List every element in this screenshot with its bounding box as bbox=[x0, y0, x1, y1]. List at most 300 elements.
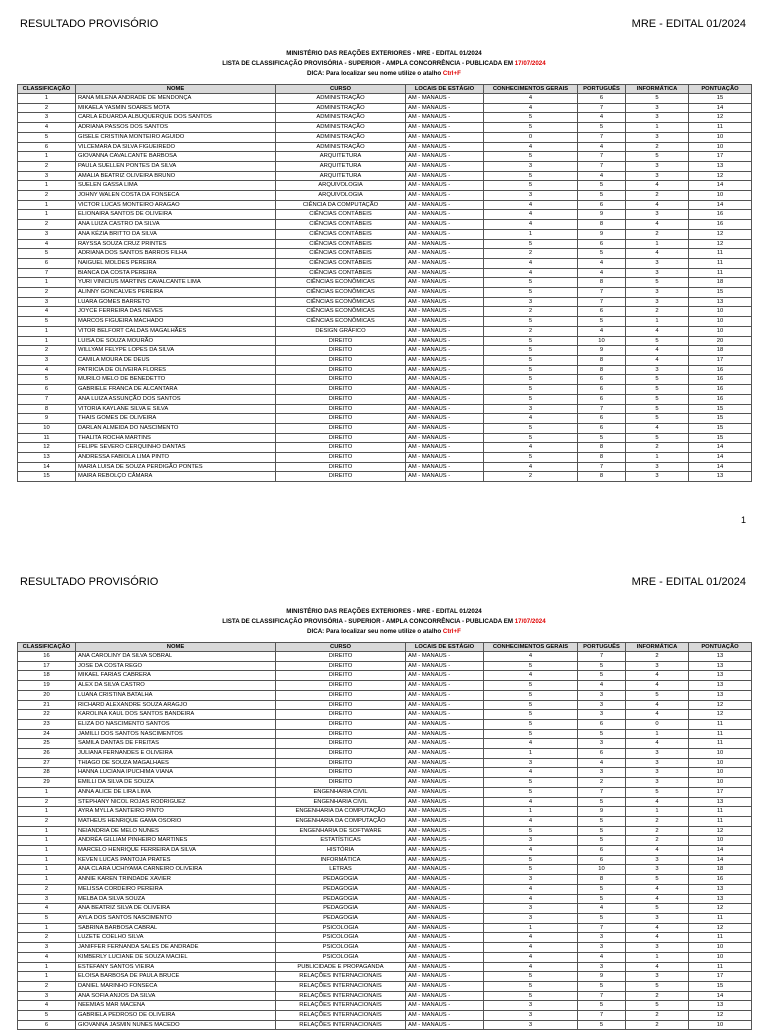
cell-course: DIREITO bbox=[276, 433, 406, 443]
cell-classification: 3 bbox=[18, 943, 76, 953]
column-header-portuguese: PORTUGUÊS bbox=[578, 85, 626, 94]
cell-portuguese: 3 bbox=[578, 943, 626, 953]
cell-score: 12 bbox=[689, 239, 752, 249]
cell-portuguese: 6 bbox=[578, 719, 626, 729]
cell-portuguese: 5 bbox=[578, 1020, 626, 1030]
cell-name: GABRIELE FRANCA DE ALCANTARA bbox=[76, 385, 276, 395]
table-row bbox=[18, 962, 752, 972]
cell-score: 13 bbox=[689, 161, 752, 171]
cell-name: GISELE CRISTINA MONTEIRO AGUIDO bbox=[76, 132, 276, 142]
cell-name: ANNIE KAREN TRINDADE XAVIER bbox=[76, 875, 276, 885]
cell-name: PATRICIA DE OLIVEIRA FLORES bbox=[76, 365, 276, 375]
cell-internship-location: AM - MANAUS - bbox=[406, 1020, 484, 1030]
table-row bbox=[18, 943, 752, 953]
cell-name: DANIEL MARINHO FONSECA bbox=[76, 981, 276, 991]
table-row bbox=[18, 142, 752, 152]
cell-informatics: 2 bbox=[626, 1011, 689, 1021]
table-row bbox=[18, 836, 752, 846]
cell-informatics: 3 bbox=[626, 210, 689, 220]
cell-classification: 7 bbox=[18, 268, 76, 278]
cell-name: AYLA DOS SANTOS NASCIMENTO bbox=[76, 913, 276, 923]
cell-course: ENGENHARIA DE SOFTWARE bbox=[276, 826, 406, 836]
cell-score: 10 bbox=[689, 307, 752, 317]
cell-name: MARCELO HENRIQUE FERREIRA DA SILVA bbox=[76, 846, 276, 856]
cell-classification: 1 bbox=[18, 152, 76, 162]
cell-classification: 1 bbox=[18, 326, 76, 336]
cell-internship-location: AM - MANAUS - bbox=[406, 681, 484, 691]
cell-name: KEVEN LUCAS PANTOJA PRATES bbox=[76, 855, 276, 865]
cell-internship-location: AM - MANAUS - bbox=[406, 894, 484, 904]
cell-general-knowledge: 5 bbox=[484, 355, 578, 365]
cell-internship-location: AM - MANAUS - bbox=[406, 404, 484, 414]
table-row bbox=[18, 749, 752, 759]
cell-score: 16 bbox=[689, 210, 752, 220]
cell-score: 10 bbox=[689, 778, 752, 788]
cell-course: DIREITO bbox=[276, 700, 406, 710]
cell-general-knowledge: 2 bbox=[484, 326, 578, 336]
cell-portuguese: 3 bbox=[578, 768, 626, 778]
table-row bbox=[18, 375, 752, 385]
cell-score: 16 bbox=[689, 220, 752, 230]
cell-informatics: 3 bbox=[626, 749, 689, 759]
cell-informatics: 5 bbox=[626, 690, 689, 700]
cell-name: THALITA ROCHA MARTINS bbox=[76, 433, 276, 443]
cell-general-knowledge: 1 bbox=[484, 807, 578, 817]
cell-general-knowledge: 4 bbox=[484, 962, 578, 972]
cell-internship-location: AM - MANAUS - bbox=[406, 94, 484, 104]
cell-course: CIÊNCIAS CONTÁBEIS bbox=[276, 258, 406, 268]
cell-internship-location: AM - MANAUS - bbox=[406, 336, 484, 346]
cell-name: ANA CAROLINY DA SILVA SOBRAL bbox=[76, 652, 276, 662]
cell-score: 12 bbox=[689, 229, 752, 239]
cell-internship-location: AM - MANAUS - bbox=[406, 952, 484, 962]
cell-name: ALEX DA SILVA CASTRO bbox=[76, 681, 276, 691]
cell-course: PEDAGOGIA bbox=[276, 875, 406, 885]
cell-course: ENGENHARIA CIVIL bbox=[276, 787, 406, 797]
cell-course: ADMINISTRAÇÃO bbox=[276, 142, 406, 152]
cell-classification: 5 bbox=[18, 317, 76, 327]
table-row bbox=[18, 661, 752, 671]
cell-general-knowledge: 5 bbox=[484, 346, 578, 356]
cell-course: CIÊNCIAS ECONÔMICAS bbox=[276, 288, 406, 298]
cell-general-knowledge: 4 bbox=[484, 103, 578, 113]
cell-score: 11 bbox=[689, 962, 752, 972]
cell-score: 14 bbox=[689, 991, 752, 1001]
cell-course: DIREITO bbox=[276, 394, 406, 404]
cell-portuguese: 3 bbox=[578, 690, 626, 700]
cell-course: DIREITO bbox=[276, 661, 406, 671]
cell-portuguese: 5 bbox=[578, 181, 626, 191]
cell-course: ENGENHARIA DA COMPUTAÇÃO bbox=[276, 807, 406, 817]
cell-internship-location: AM - MANAUS - bbox=[406, 855, 484, 865]
table-row bbox=[18, 103, 752, 113]
cell-score: 14 bbox=[689, 855, 752, 865]
table-row bbox=[18, 171, 752, 181]
cell-classification: 1 bbox=[18, 972, 76, 982]
cell-classification: 3 bbox=[18, 355, 76, 365]
cell-score: 11 bbox=[689, 729, 752, 739]
cell-score: 12 bbox=[689, 1011, 752, 1021]
cell-score: 11 bbox=[689, 123, 752, 133]
cell-classification: 22 bbox=[18, 710, 76, 720]
cell-course: DIREITO bbox=[276, 404, 406, 414]
cell-score: 13 bbox=[689, 297, 752, 307]
cell-internship-location: AM - MANAUS - bbox=[406, 865, 484, 875]
cell-general-knowledge: 3 bbox=[484, 904, 578, 914]
table-row bbox=[18, 652, 752, 662]
cell-informatics: 5 bbox=[626, 336, 689, 346]
cell-general-knowledge: 4 bbox=[484, 952, 578, 962]
cell-classification: 1 bbox=[18, 336, 76, 346]
cell-name: MIKAELA YASMIN SOARES MOTA bbox=[76, 103, 276, 113]
table-row bbox=[18, 1001, 752, 1011]
cell-portuguese: 4 bbox=[578, 326, 626, 336]
cell-informatics: 1 bbox=[626, 239, 689, 249]
table-row bbox=[18, 1020, 752, 1030]
cell-general-knowledge: 4 bbox=[484, 443, 578, 453]
cell-course: DIREITO bbox=[276, 652, 406, 662]
title-ministry: MINISTÉRIO DAS REAÇÕES EXTERIORES - MRE - EDITAL 01/2024 bbox=[286, 50, 482, 57]
cell-internship-location: AM - MANAUS - bbox=[406, 307, 484, 317]
cell-score: 17 bbox=[689, 152, 752, 162]
cell-course: PEDAGOGIA bbox=[276, 894, 406, 904]
cell-course: ENGENHARIA CIVIL bbox=[276, 797, 406, 807]
cell-course: CIÊNCIAS ECONÔMICAS bbox=[276, 317, 406, 327]
cell-classification: 2 bbox=[18, 816, 76, 826]
cell-course: ARQUITETURA bbox=[276, 161, 406, 171]
table-row bbox=[18, 326, 752, 336]
cell-name: SABRINA BARBOSA CABRAL bbox=[76, 923, 276, 933]
cell-informatics: 2 bbox=[626, 1020, 689, 1030]
cell-portuguese: 7 bbox=[578, 404, 626, 414]
cell-course: DIREITO bbox=[276, 443, 406, 453]
cell-course: ADMINISTRAÇÃO bbox=[276, 94, 406, 104]
cell-classification: 1 bbox=[18, 210, 76, 220]
table-row bbox=[18, 778, 752, 788]
cell-general-knowledge: 3 bbox=[484, 875, 578, 885]
cell-course: DIREITO bbox=[276, 690, 406, 700]
cell-informatics: 4 bbox=[626, 681, 689, 691]
table-row bbox=[18, 981, 752, 991]
cell-portuguese: 4 bbox=[578, 952, 626, 962]
cell-internship-location: AM - MANAUS - bbox=[406, 453, 484, 463]
classification-table bbox=[17, 84, 752, 482]
table-row bbox=[18, 200, 752, 210]
cell-internship-location: AM - MANAUS - bbox=[406, 913, 484, 923]
cell-general-knowledge: 3 bbox=[484, 404, 578, 414]
cell-informatics: 4 bbox=[626, 671, 689, 681]
cell-course: ARQUIVOLOGIA bbox=[276, 181, 406, 191]
cell-informatics: 4 bbox=[626, 933, 689, 943]
cell-internship-location: AM - MANAUS - bbox=[406, 365, 484, 375]
cell-portuguese: 8 bbox=[578, 443, 626, 453]
publication-date: 17/07/2024 bbox=[514, 60, 546, 67]
cell-portuguese: 10 bbox=[578, 865, 626, 875]
cell-name: MAIRA REBOLÇO CÂMARA bbox=[76, 472, 276, 482]
table-row bbox=[18, 365, 752, 375]
table-row bbox=[18, 710, 752, 720]
cell-classification: 1 bbox=[18, 875, 76, 885]
cell-informatics: 3 bbox=[626, 365, 689, 375]
table-row bbox=[18, 462, 752, 472]
cell-internship-location: AM - MANAUS - bbox=[406, 171, 484, 181]
cell-general-knowledge: 5 bbox=[484, 181, 578, 191]
cell-general-knowledge: 5 bbox=[484, 385, 578, 395]
cell-portuguese: 8 bbox=[578, 875, 626, 885]
cell-portuguese: 6 bbox=[578, 307, 626, 317]
cell-name: JOSE DA COSTA REGO bbox=[76, 661, 276, 671]
cell-classification: 16 bbox=[18, 652, 76, 662]
cell-score: 16 bbox=[689, 375, 752, 385]
cell-portuguese: 5 bbox=[578, 836, 626, 846]
title-tip: DICA: Para localizar seu nome utilize o atalho Ctrl+F bbox=[307, 628, 461, 635]
cell-portuguese: 6 bbox=[578, 394, 626, 404]
cell-classification: 8 bbox=[18, 404, 76, 414]
table-body bbox=[18, 652, 752, 1030]
cell-classification: 21 bbox=[18, 700, 76, 710]
cell-score: 11 bbox=[689, 249, 752, 259]
cell-informatics: 3 bbox=[626, 462, 689, 472]
cell-portuguese: 6 bbox=[578, 423, 626, 433]
cell-internship-location: AM - MANAUS - bbox=[406, 923, 484, 933]
cell-portuguese: 7 bbox=[578, 152, 626, 162]
cell-informatics: 4 bbox=[626, 423, 689, 433]
cell-portuguese: 4 bbox=[578, 758, 626, 768]
cell-name: GIOVANNA CAVALCANTE BARBOSA bbox=[76, 152, 276, 162]
cell-general-knowledge: 5 bbox=[484, 681, 578, 691]
cell-name: STEPHANY NICOL ROJAS RODRIGUEZ bbox=[76, 797, 276, 807]
table-row bbox=[18, 355, 752, 365]
cell-score: 14 bbox=[689, 200, 752, 210]
cell-internship-location: AM - MANAUS - bbox=[406, 210, 484, 220]
cell-classification: 6 bbox=[18, 258, 76, 268]
cell-internship-location: AM - MANAUS - bbox=[406, 700, 484, 710]
cell-score: 17 bbox=[689, 787, 752, 797]
table-row bbox=[18, 385, 752, 395]
cell-classification: 4 bbox=[18, 365, 76, 375]
cell-classification: 19 bbox=[18, 681, 76, 691]
table-row bbox=[18, 239, 752, 249]
cell-internship-location: AM - MANAUS - bbox=[406, 875, 484, 885]
cell-internship-location: AM - MANAUS - bbox=[406, 113, 484, 123]
cell-internship-location: AM - MANAUS - bbox=[406, 181, 484, 191]
cell-portuguese: 5 bbox=[578, 317, 626, 327]
cell-internship-location: AM - MANAUS - bbox=[406, 472, 484, 482]
cell-portuguese: 6 bbox=[578, 375, 626, 385]
cell-score: 13 bbox=[689, 652, 752, 662]
table-row bbox=[18, 210, 752, 220]
table-row bbox=[18, 288, 752, 298]
cell-general-knowledge: 4 bbox=[484, 884, 578, 894]
cell-name: SAMILA DANTAS DE FREITAS bbox=[76, 739, 276, 749]
cell-informatics: 5 bbox=[626, 433, 689, 443]
cell-classification: 3 bbox=[18, 894, 76, 904]
cell-name: ANA LUIZA ASSUNÇÃO DOS SANTOS bbox=[76, 394, 276, 404]
cell-portuguese: 9 bbox=[578, 229, 626, 239]
cell-informatics: 5 bbox=[626, 787, 689, 797]
cell-internship-location: AM - MANAUS - bbox=[406, 1011, 484, 1021]
cell-name: FELIPE SEVERO CERQUINHO DANTAS bbox=[76, 443, 276, 453]
cell-internship-location: AM - MANAUS - bbox=[406, 200, 484, 210]
cell-course: DIREITO bbox=[276, 355, 406, 365]
cell-general-knowledge: 3 bbox=[484, 297, 578, 307]
cell-portuguese: 7 bbox=[578, 652, 626, 662]
cell-informatics: 3 bbox=[626, 288, 689, 298]
cell-informatics: 3 bbox=[626, 661, 689, 671]
cell-course: DIREITO bbox=[276, 414, 406, 424]
cell-general-knowledge: 4 bbox=[484, 671, 578, 681]
cell-classification: 6 bbox=[18, 142, 76, 152]
cell-informatics: 4 bbox=[626, 923, 689, 933]
cell-classification: 2 bbox=[18, 191, 76, 201]
cell-portuguese: 5 bbox=[578, 729, 626, 739]
table-row bbox=[18, 161, 752, 171]
cell-portuguese: 3 bbox=[578, 933, 626, 943]
cell-internship-location: AM - MANAUS - bbox=[406, 317, 484, 327]
cell-portuguese: 4 bbox=[578, 268, 626, 278]
cell-score: 13 bbox=[689, 690, 752, 700]
cell-name: JANIFFER FERNANDA SALES DE ANDRADE bbox=[76, 943, 276, 953]
cell-course: ARQUITETURA bbox=[276, 152, 406, 162]
cell-internship-location: AM - MANAUS - bbox=[406, 787, 484, 797]
cell-course: CIÊNCIAS CONTÁBEIS bbox=[276, 239, 406, 249]
cell-name: JULIANA FERNANDES E OLIVEIRA bbox=[76, 749, 276, 759]
table-row bbox=[18, 433, 752, 443]
cell-portuguese: 7 bbox=[578, 103, 626, 113]
cell-name: VICTOR LUCAS MONTEIRO ARAGAO bbox=[76, 200, 276, 210]
cell-name: ANA CLARA UCHIYAMA CARNEIRO OLIVEIRA bbox=[76, 865, 276, 875]
cell-internship-location: AM - MANAUS - bbox=[406, 258, 484, 268]
table-row bbox=[18, 278, 752, 288]
cell-score: 10 bbox=[689, 317, 752, 327]
cell-name: MARCOS FIGUEIRA MACHADO bbox=[76, 317, 276, 327]
cell-internship-location: AM - MANAUS - bbox=[406, 884, 484, 894]
publication-date: 17/07/2024 bbox=[514, 618, 546, 625]
cell-internship-location: AM - MANAUS - bbox=[406, 739, 484, 749]
cell-name: NAIGUEL MOLDES PEREIRA bbox=[76, 258, 276, 268]
cell-informatics: 1 bbox=[626, 952, 689, 962]
cell-informatics: 4 bbox=[626, 249, 689, 259]
cell-portuguese: 4 bbox=[578, 681, 626, 691]
cell-internship-location: AM - MANAUS - bbox=[406, 943, 484, 953]
cell-informatics: 4 bbox=[626, 739, 689, 749]
cell-name: RANA MILENA ANDRADE DE MENDONÇA bbox=[76, 94, 276, 104]
cell-informatics: 3 bbox=[626, 297, 689, 307]
cell-course: RELAÇÕES INTERNACIONAIS bbox=[276, 1001, 406, 1011]
cell-informatics: 3 bbox=[626, 758, 689, 768]
cell-general-knowledge: 3 bbox=[484, 913, 578, 923]
cell-score: 13 bbox=[689, 671, 752, 681]
cell-general-knowledge: 5 bbox=[484, 778, 578, 788]
cell-course: DIREITO bbox=[276, 385, 406, 395]
cell-portuguese: 7 bbox=[578, 923, 626, 933]
column-header-general-knowledge: CONHECIMENTOS GERAIS bbox=[484, 85, 578, 94]
table-row bbox=[18, 739, 752, 749]
cell-course: DIREITO bbox=[276, 472, 406, 482]
cell-internship-location: AM - MANAUS - bbox=[406, 719, 484, 729]
cell-classification: 3 bbox=[18, 991, 76, 1001]
cell-name: KIMBERLY LUCIANE DE SOUZA MACIEL bbox=[76, 952, 276, 962]
cell-general-knowledge: 5 bbox=[484, 278, 578, 288]
cell-course: ADMINISTRAÇÃO bbox=[276, 103, 406, 113]
cell-informatics: 5 bbox=[626, 385, 689, 395]
cell-course: PUBLICIDADE E PROPAGANDA bbox=[276, 962, 406, 972]
cell-internship-location: AM - MANAUS - bbox=[406, 729, 484, 739]
cell-course: RELAÇÕES INTERNACIONAIS bbox=[276, 972, 406, 982]
cell-classification: 12 bbox=[18, 443, 76, 453]
title-list: LISTA DE CLASSIFICAÇÃO PROVISÓRIA - SUPERIOR - AMPLA CONCORRÊNCIA - PUBLICADA EM 17/07/2024 bbox=[222, 618, 546, 625]
cell-name: NEIANDRIA DE MELO NUNES bbox=[76, 826, 276, 836]
cell-classification: 17 bbox=[18, 661, 76, 671]
cell-name: LUARA GOMES BARRETO bbox=[76, 297, 276, 307]
cell-internship-location: AM - MANAUS - bbox=[406, 962, 484, 972]
cell-internship-location: AM - MANAUS - bbox=[406, 768, 484, 778]
cell-score: 14 bbox=[689, 103, 752, 113]
cell-internship-location: AM - MANAUS - bbox=[406, 778, 484, 788]
cell-classification: 1 bbox=[18, 94, 76, 104]
cell-portuguese: 5 bbox=[578, 123, 626, 133]
cell-name: HANNA LUCIANA IPUCHIMA VIANA bbox=[76, 768, 276, 778]
cell-general-knowledge: 5 bbox=[484, 865, 578, 875]
column-header-course: CURSO bbox=[276, 85, 406, 94]
table-row bbox=[18, 807, 752, 817]
cell-classification: 3 bbox=[18, 171, 76, 181]
cell-course: DIREITO bbox=[276, 749, 406, 759]
cell-score: 15 bbox=[689, 423, 752, 433]
column-header-internship-location: LOCAIS DE ESTÁGIO bbox=[406, 643, 484, 652]
table-row bbox=[18, 394, 752, 404]
cell-informatics: 3 bbox=[626, 472, 689, 482]
cell-general-knowledge: 5 bbox=[484, 991, 578, 1001]
cell-general-knowledge: 5 bbox=[484, 981, 578, 991]
cell-portuguese: 8 bbox=[578, 278, 626, 288]
table-row bbox=[18, 297, 752, 307]
cell-score: 10 bbox=[689, 191, 752, 201]
cell-portuguese: 3 bbox=[578, 739, 626, 749]
cell-course: DIREITO bbox=[276, 375, 406, 385]
cell-portuguese: 5 bbox=[578, 249, 626, 259]
table-row bbox=[18, 865, 752, 875]
cell-internship-location: AM - MANAUS - bbox=[406, 671, 484, 681]
cell-general-knowledge: 1 bbox=[484, 923, 578, 933]
cell-general-knowledge: 5 bbox=[484, 394, 578, 404]
cell-classification: 5 bbox=[18, 1011, 76, 1021]
cell-classification: 1 bbox=[18, 865, 76, 875]
cell-informatics: 4 bbox=[626, 894, 689, 904]
cell-general-knowledge: 3 bbox=[484, 836, 578, 846]
cell-portuguese: 5 bbox=[578, 894, 626, 904]
cell-informatics: 3 bbox=[626, 913, 689, 923]
cell-classification: 2 bbox=[18, 797, 76, 807]
cell-name: ANA LUIZA CASTRO DA SILVA bbox=[76, 220, 276, 230]
cell-course: DIREITO bbox=[276, 423, 406, 433]
cell-general-knowledge: 4 bbox=[484, 200, 578, 210]
cell-informatics: 2 bbox=[626, 443, 689, 453]
cell-course: DESIGN GRÁFICO bbox=[276, 326, 406, 336]
cell-informatics: 4 bbox=[626, 326, 689, 336]
header-result-label: RESULTADO PROVISÓRIO bbox=[20, 18, 159, 30]
cell-classification: 1 bbox=[18, 855, 76, 865]
cell-general-knowledge: 5 bbox=[484, 719, 578, 729]
table-row bbox=[18, 846, 752, 856]
cell-score: 14 bbox=[689, 181, 752, 191]
cell-classification: 23 bbox=[18, 719, 76, 729]
cell-score: 11 bbox=[689, 913, 752, 923]
table-row bbox=[18, 826, 752, 836]
cell-general-knowledge: 5 bbox=[484, 710, 578, 720]
cell-general-knowledge: 4 bbox=[484, 652, 578, 662]
cell-portuguese: 3 bbox=[578, 962, 626, 972]
